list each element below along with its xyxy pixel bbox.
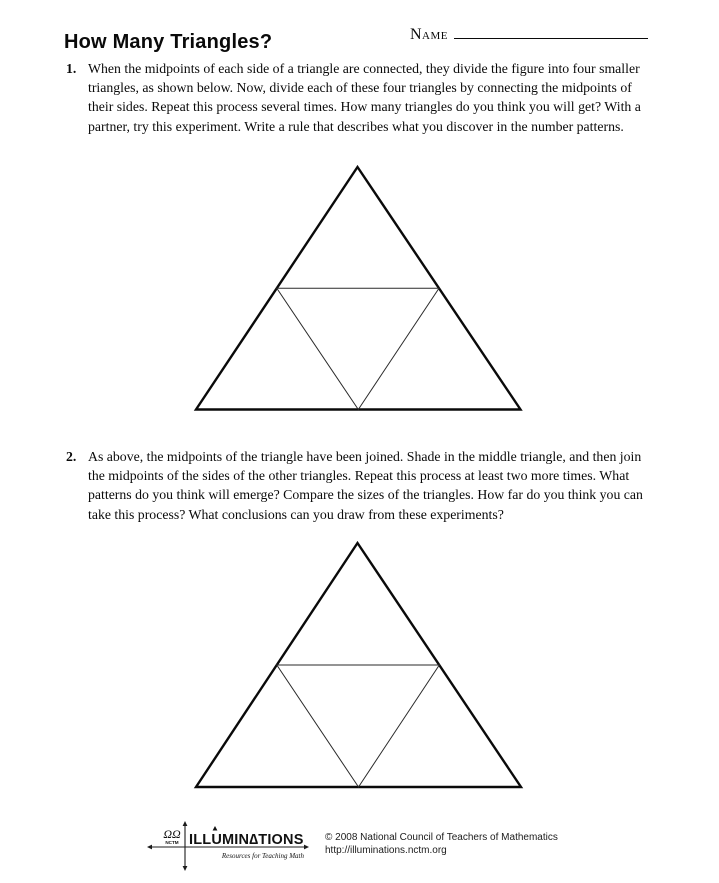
name-label: Name: [410, 26, 448, 43]
logo-tagline: Resources for Teaching Math: [221, 852, 304, 860]
question-1-text: When the midpoints of each side of a triangle are connected, they divide the figure into four smaller triangles, as shown below. Now, divide each of these four triangles by connecting the midpoints of their sides. Repeat this process several times. How many triangles do you think you will get? With a partner, try this experiment. Write a rule that describes what you discover in the number patterns.: [88, 61, 641, 134]
lamp-triangle-accent: [213, 826, 218, 831]
midpoint-triangle-2: [277, 665, 440, 787]
midpoint-triangle-1: [277, 288, 439, 409]
copyright-text: © 2008 National Council of Teachers of Mathematics: [325, 832, 558, 843]
question-2-text: As above, the midpoints of the triangle have been joined. Shade in the middle triangle, and then join the midpoints of the sides of the other triangles. Repeat this process at least two more times. What patterns do you think will emerge? Compare the sizes of the triangles. How far do you think you can take this process? What conclusions can you draw from these experiments?: [88, 449, 643, 522]
illuminations-wordmark: ILLUMIN∆TIONS: [189, 832, 304, 848]
footer-credits: [325, 831, 558, 857]
question-2-number: 2.: [66, 449, 77, 464]
nctm-mark-label: NCTM: [165, 840, 179, 845]
name-blank-line: [454, 24, 648, 39]
illuminations-nctm-logo: [146, 820, 318, 874]
triangle-diagram-1: [190, 160, 530, 416]
question-1: [66, 59, 652, 136]
source-url-text: http://illuminations.nctm.org: [325, 845, 447, 856]
question-1-number: 1.: [66, 61, 77, 76]
nctm-mark: ΩΩ: [163, 827, 181, 841]
triangle-diagram-2: [190, 536, 530, 794]
question-2: [66, 447, 652, 524]
name-field: [410, 24, 648, 44]
page-title: How Many Triangles?: [64, 31, 273, 54]
